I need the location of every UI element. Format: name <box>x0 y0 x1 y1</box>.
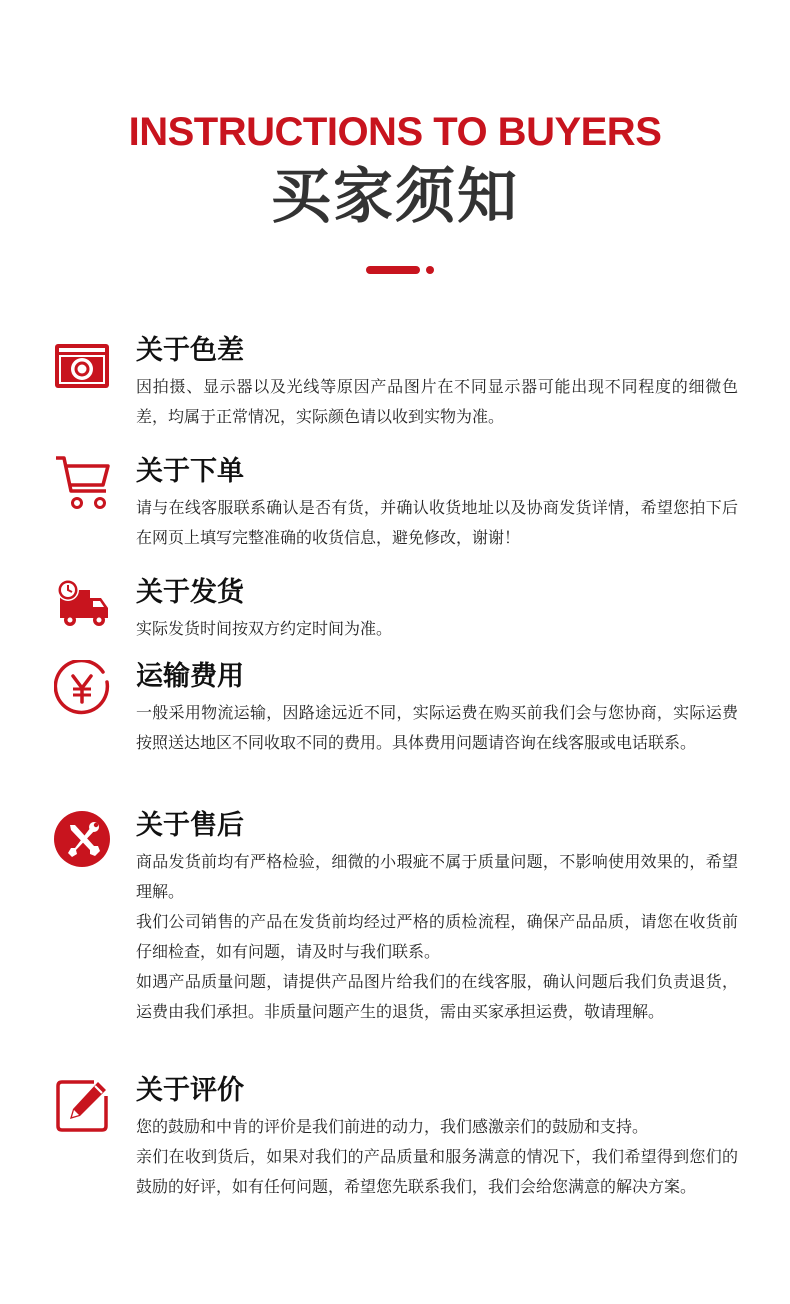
section-paragraph: 您的鼓励和中肯的评价是我们前进的动力，我们感激亲们的鼓励和支持。 <box>136 1117 649 1136</box>
section-title: 关于下单 <box>136 456 244 487</box>
section-body <box>136 372 738 432</box>
yen-coin-icon <box>54 660 110 716</box>
section-body <box>136 493 738 553</box>
section-paragraph: 因拍摄、显示器以及光线等原因产品图片在不同显示器可能出现不同程度的细微色差，均属于正常情况，实际颜色请以收到实物为准。 <box>136 377 738 426</box>
shopping-cart-icon <box>54 455 110 511</box>
section-paragraph: 亲们在收到货后，如果对我们的产品质量和服务满意的情况下，我们希望得到您们的鼓励的好评，如有任何问题，希望您先联系我们，我们会给您满意的解决方案。 <box>136 1147 738 1196</box>
section-body <box>136 1112 738 1202</box>
section-paragraph: 如遇产品质量问题，请提供产品图片给我们的在线客服，确认问题后我们负责退货，运费由我们承担。非质量问题产生的退货，需由买家承担运费，敬请理解。 <box>136 972 738 1021</box>
delivery-truck-clock-icon <box>54 576 110 632</box>
section-title: 运输费用 <box>136 661 244 692</box>
section-paragraph: 商品发货前均有严格检验，细微的小瑕疵不属于质量问题，不影响使用效果的，希望理解。 <box>136 852 738 901</box>
section-title: 关于色差 <box>136 335 244 366</box>
section-title: 关于售后 <box>136 810 244 841</box>
section-paragraph: 我们公司销售的产品在发货前均经过严格的质检流程，确保产品品质，请您在收货前仔细检查，如有问题，请及时与我们联系。 <box>136 912 738 961</box>
section-body <box>136 614 738 644</box>
chinese-title: 买家须知 <box>271 162 519 232</box>
divider-dot <box>426 266 434 274</box>
divider-bar <box>366 266 420 274</box>
section-paragraph: 实际发货时间按双方约定时间为准。 <box>136 619 393 638</box>
edit-pen-icon <box>54 1078 110 1134</box>
camera-icon <box>54 338 110 394</box>
section-paragraph: 一般采用物流运输，因路途远近不同，实际运费在购买前我们会与您协商，实际运费按照送达地区不同收取不同的费用。具体费用问题请咨询在线客服或电话联系。 <box>136 703 738 752</box>
section-body <box>136 698 738 758</box>
title-divider <box>366 266 436 274</box>
wrench-screwdriver-icon <box>54 811 110 867</box>
section-title: 关于评价 <box>136 1075 244 1106</box>
section-title: 关于发货 <box>136 577 244 608</box>
english-title: INSTRUCTIONS TO BUYERS <box>128 110 662 154</box>
section-paragraph: 请与在线客服联系确认是否有货，并确认收货地址以及协商发货详情，希望您拍下后在网页上填写完整准确的收货信息，避免修改，谢谢！ <box>136 498 738 547</box>
section-body <box>136 847 738 1027</box>
